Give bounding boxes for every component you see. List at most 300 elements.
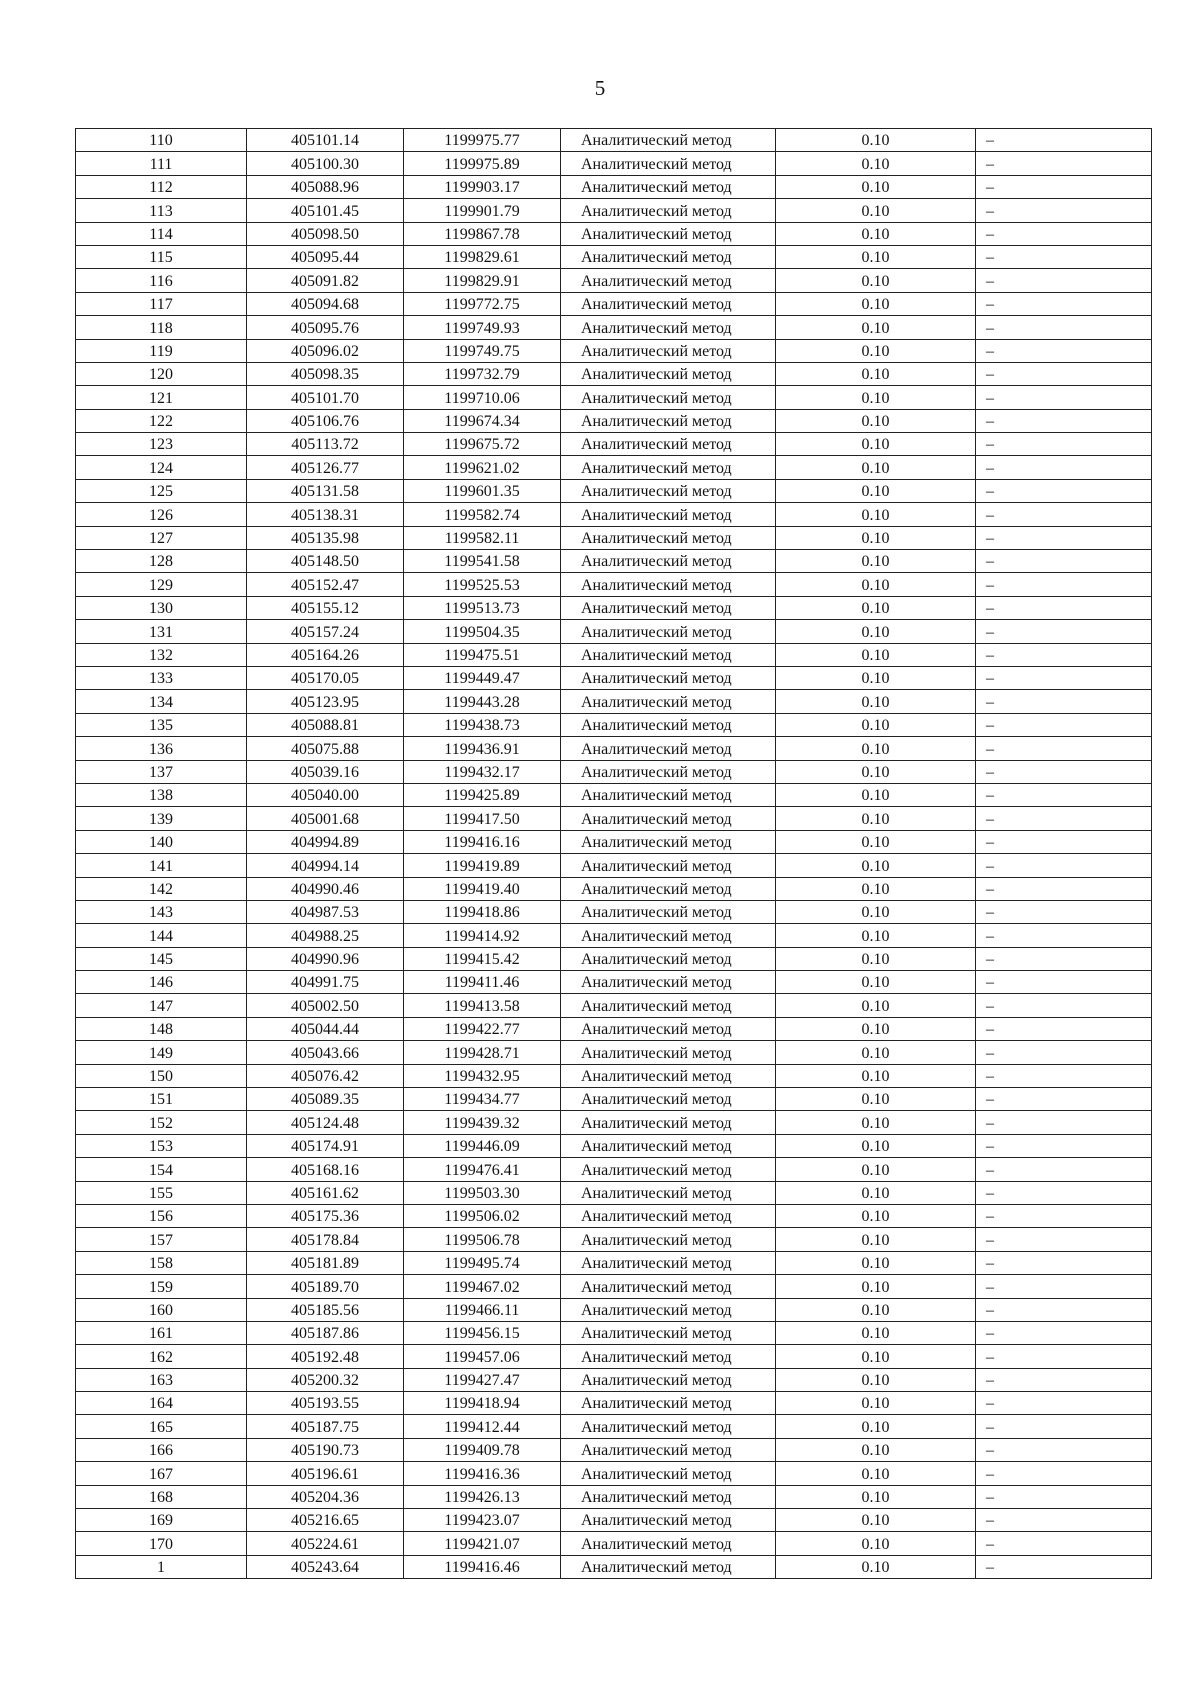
cell-point-number: 159 [76,1275,247,1298]
cell-note: – [976,1462,1152,1485]
cell-point-number: 122 [76,409,247,432]
cell-accuracy: 0.10 [776,550,976,573]
cell-accuracy: 0.10 [776,1345,976,1368]
cell-note: – [976,1204,1152,1227]
cell-coord-x: 405192.48 [247,1345,404,1368]
cell-coord-y: 1199446.09 [404,1134,561,1157]
cell-coord-y: 1199621.02 [404,456,561,479]
cell-note: – [976,877,1152,900]
cell-coord-x: 405243.64 [247,1555,404,1578]
table-row [76,994,1152,1017]
cell-method: Аналитический метод [561,1392,776,1415]
cell-point-number: 165 [76,1415,247,1438]
table-row [76,1345,1152,1368]
cell-accuracy: 0.10 [776,760,976,783]
cell-coord-y: 1199412.44 [404,1415,561,1438]
cell-note: – [976,526,1152,549]
cell-method: Аналитический метод [561,1088,776,1111]
cell-accuracy: 0.10 [776,1298,976,1321]
cell-point-number: 137 [76,760,247,783]
table-row [76,643,1152,666]
cell-note: – [976,713,1152,736]
cell-coord-y: 1199413.58 [404,994,561,1017]
cell-method: Аналитический метод [561,152,776,175]
cell-coord-y: 1199418.86 [404,900,561,923]
cell-point-number: 132 [76,643,247,666]
cell-point-number: 124 [76,456,247,479]
cell-method: Аналитический метод [561,1532,776,1555]
cell-point-number: 154 [76,1158,247,1181]
cell-point-number: 156 [76,1204,247,1227]
cell-accuracy: 0.10 [776,643,976,666]
cell-accuracy: 0.10 [776,854,976,877]
cell-coord-y: 1199710.06 [404,386,561,409]
cell-method: Аналитический метод [561,596,776,619]
table-row [76,900,1152,923]
cell-method: Аналитический метод [561,1485,776,1508]
cell-coord-y: 1199419.89 [404,854,561,877]
cell-coord-y: 1199675.72 [404,433,561,456]
cell-method: Аналитический метод [561,1134,776,1157]
cell-note: – [976,1088,1152,1111]
cell-point-number: 136 [76,737,247,760]
cell-accuracy: 0.10 [776,1111,976,1134]
cell-method: Аналитический метод [561,1017,776,1040]
cell-accuracy: 0.10 [776,292,976,315]
cell-note: – [976,1275,1152,1298]
cell-note: – [976,830,1152,853]
cell-point-number: 158 [76,1251,247,1274]
cell-point-number: 113 [76,199,247,222]
table-row [76,1134,1152,1157]
coordinates-table [75,128,1152,1579]
cell-point-number: 149 [76,1041,247,1064]
cell-coord-y: 1199503.30 [404,1181,561,1204]
table-row [76,1509,1152,1532]
cell-coord-y: 1199434.77 [404,1088,561,1111]
cell-coord-x: 405076.42 [247,1064,404,1087]
cell-point-number: 162 [76,1345,247,1368]
cell-point-number: 143 [76,900,247,923]
cell-coord-x: 405089.35 [247,1088,404,1111]
cell-accuracy: 0.10 [776,971,976,994]
cell-coord-y: 1199903.17 [404,175,561,198]
cell-coord-x: 405138.31 [247,503,404,526]
cell-accuracy: 0.10 [776,339,976,362]
table-row [76,1181,1152,1204]
table-row [76,666,1152,689]
cell-coord-x: 405100.30 [247,152,404,175]
cell-method: Аналитический метод [561,900,776,923]
cell-coord-x: 405075.88 [247,737,404,760]
cell-note: – [976,783,1152,806]
cell-accuracy: 0.10 [776,877,976,900]
table-row [76,854,1152,877]
cell-note: – [976,760,1152,783]
cell-method: Аналитический метод [561,994,776,1017]
cell-point-number: 130 [76,596,247,619]
cell-coord-y: 1199541.58 [404,550,561,573]
cell-point-number: 134 [76,690,247,713]
cell-point-number: 166 [76,1438,247,1461]
cell-coord-x: 405148.50 [247,550,404,573]
cell-point-number: 127 [76,526,247,549]
cell-point-number: 121 [76,386,247,409]
cell-accuracy: 0.10 [776,245,976,268]
cell-method: Аналитический метод [561,292,776,315]
cell-coord-x: 405185.56 [247,1298,404,1321]
cell-point-number: 163 [76,1368,247,1391]
coordinates-table-body [76,129,1152,1579]
cell-coord-y: 1199436.91 [404,737,561,760]
cell-point-number: 148 [76,1017,247,1040]
cell-coord-x: 405123.95 [247,690,404,713]
cell-method: Аналитический метод [561,1204,776,1227]
table-row [76,1204,1152,1227]
cell-accuracy: 0.10 [776,1392,976,1415]
table-row [76,1368,1152,1391]
cell-coord-y: 1199428.71 [404,1041,561,1064]
cell-note: – [976,316,1152,339]
cell-method: Аналитический метод [561,456,776,479]
cell-point-number: 140 [76,830,247,853]
cell-note: – [976,245,1152,268]
cell-coord-y: 1199427.47 [404,1368,561,1391]
cell-method: Аналитический метод [561,503,776,526]
cell-method: Аналитический метод [561,690,776,713]
cell-method: Аналитический метод [561,643,776,666]
cell-coord-y: 1199506.02 [404,1204,561,1227]
cell-coord-y: 1199456.15 [404,1321,561,1344]
cell-coord-x: 405204.36 [247,1485,404,1508]
cell-method: Аналитический метод [561,1298,776,1321]
cell-method: Аналитический метод [561,199,776,222]
cell-accuracy: 0.10 [776,737,976,760]
cell-point-number: 155 [76,1181,247,1204]
cell-note: – [976,1555,1152,1578]
cell-point-number: 152 [76,1111,247,1134]
cell-method: Аналитический метод [561,713,776,736]
cell-note: – [976,362,1152,385]
cell-note: – [976,1485,1152,1508]
table-row [76,152,1152,175]
cell-coord-x: 405181.89 [247,1251,404,1274]
table-row [76,1462,1152,1485]
cell-accuracy: 0.10 [776,1041,976,1064]
cell-coord-y: 1199601.35 [404,479,561,502]
cell-note: – [976,573,1152,596]
cell-accuracy: 0.10 [776,690,976,713]
table-row [76,1064,1152,1087]
cell-note: – [976,807,1152,830]
cell-method: Аналитический метод [561,129,776,152]
cell-coord-x: 405135.98 [247,526,404,549]
cell-point-number: 144 [76,924,247,947]
cell-coord-y: 1199901.79 [404,199,561,222]
cell-coord-y: 1199829.61 [404,245,561,268]
cell-coord-y: 1199414.92 [404,924,561,947]
cell-method: Аналитический метод [561,924,776,947]
cell-note: – [976,409,1152,432]
cell-note: – [976,994,1152,1017]
cell-note: – [976,1298,1152,1321]
cell-coord-y: 1199425.89 [404,783,561,806]
cell-coord-x: 405196.61 [247,1462,404,1485]
cell-coord-x: 405174.91 [247,1134,404,1157]
cell-accuracy: 0.10 [776,1064,976,1087]
cell-accuracy: 0.10 [776,807,976,830]
cell-note: – [976,479,1152,502]
table-row [76,1438,1152,1461]
cell-method: Аналитический метод [561,737,776,760]
cell-method: Аналитический метод [561,620,776,643]
cell-accuracy: 0.10 [776,1017,976,1040]
cell-accuracy: 0.10 [776,1158,976,1181]
cell-accuracy: 0.10 [776,199,976,222]
cell-coord-x: 405187.75 [247,1415,404,1438]
table-row [76,503,1152,526]
cell-method: Аналитический метод [561,1555,776,1578]
cell-method: Аналитический метод [561,550,776,573]
table-row [76,1532,1152,1555]
cell-accuracy: 0.10 [776,479,976,502]
cell-coord-y: 1199417.50 [404,807,561,830]
cell-accuracy: 0.10 [776,503,976,526]
cell-coord-y: 1199443.28 [404,690,561,713]
cell-coord-x: 405088.81 [247,713,404,736]
cell-note: – [976,690,1152,713]
cell-method: Аналитический метод [561,245,776,268]
cell-note: – [976,1415,1152,1438]
cell-method: Аналитический метод [561,760,776,783]
cell-coord-y: 1199416.46 [404,1555,561,1578]
table-row [76,947,1152,970]
cell-method: Аналитический метод [561,1064,776,1087]
table-row [76,1321,1152,1344]
cell-coord-y: 1199439.32 [404,1111,561,1134]
table-row [76,409,1152,432]
cell-coord-x: 405161.62 [247,1181,404,1204]
table-row [76,1088,1152,1111]
cell-note: – [976,1181,1152,1204]
cell-method: Аналитический метод [561,1111,776,1134]
table-row [76,1158,1152,1181]
cell-point-number: 168 [76,1485,247,1508]
cell-note: – [976,1134,1152,1157]
table-row [76,316,1152,339]
cell-accuracy: 0.10 [776,433,976,456]
cell-coord-x: 404990.46 [247,877,404,900]
cell-method: Аналитический метод [561,807,776,830]
cell-note: – [976,152,1152,175]
cell-point-number: 115 [76,245,247,268]
cell-coord-x: 405001.68 [247,807,404,830]
cell-coord-y: 1199467.02 [404,1275,561,1298]
cell-note: – [976,1064,1152,1087]
cell-coord-y: 1199438.73 [404,713,561,736]
cell-coord-x: 404990.96 [247,947,404,970]
cell-note: – [976,1041,1152,1064]
cell-coord-y: 1199749.75 [404,339,561,362]
table-row [76,807,1152,830]
cell-note: – [976,199,1152,222]
table-row [76,1251,1152,1274]
cell-coord-x: 405124.48 [247,1111,404,1134]
cell-accuracy: 0.10 [776,1368,976,1391]
cell-coord-y: 1199409.78 [404,1438,561,1461]
cell-accuracy: 0.10 [776,316,976,339]
cell-method: Аналитический метод [561,175,776,198]
table-row [76,830,1152,853]
cell-method: Аналитический метод [561,386,776,409]
cell-method: Аналитический метод [561,1462,776,1485]
cell-coord-y: 1199421.07 [404,1532,561,1555]
cell-method: Аналитический метод [561,573,776,596]
cell-method: Аналитический метод [561,1251,776,1274]
cell-method: Аналитический метод [561,1509,776,1532]
cell-accuracy: 0.10 [776,526,976,549]
cell-note: – [976,620,1152,643]
cell-note: – [976,643,1152,666]
cell-method: Аналитический метод [561,830,776,853]
cell-note: – [976,666,1152,689]
cell-coord-x: 404988.25 [247,924,404,947]
cell-note: – [976,129,1152,152]
cell-point-number: 112 [76,175,247,198]
cell-coord-x: 405187.86 [247,1321,404,1344]
cell-method: Аналитический метод [561,1368,776,1391]
cell-point-number: 157 [76,1228,247,1251]
cell-point-number: 114 [76,222,247,245]
cell-method: Аналитический метод [561,479,776,502]
cell-method: Аналитический метод [561,339,776,362]
cell-note: – [976,947,1152,970]
cell-note: – [976,971,1152,994]
cell-coord-x: 404991.75 [247,971,404,994]
cell-accuracy: 0.10 [776,1228,976,1251]
table-row [76,1228,1152,1251]
cell-point-number: 126 [76,503,247,526]
table-row [76,713,1152,736]
cell-coord-y: 1199495.74 [404,1251,561,1274]
cell-coord-y: 1199732.79 [404,362,561,385]
cell-coord-x: 405040.00 [247,783,404,806]
table-row [76,760,1152,783]
cell-point-number: 129 [76,573,247,596]
cell-point-number: 120 [76,362,247,385]
cell-point-number: 128 [76,550,247,573]
table-row [76,362,1152,385]
cell-coord-x: 405095.44 [247,245,404,268]
cell-coord-y: 1199426.13 [404,1485,561,1508]
cell-coord-y: 1199449.47 [404,666,561,689]
cell-method: Аналитический метод [561,783,776,806]
cell-coord-x: 405101.45 [247,199,404,222]
cell-point-number: 147 [76,994,247,1017]
cell-coord-y: 1199416.16 [404,830,561,853]
cell-note: – [976,1251,1152,1274]
cell-coord-x: 405095.76 [247,316,404,339]
table-row [76,1017,1152,1040]
table-row [76,1041,1152,1064]
cell-coord-y: 1199867.78 [404,222,561,245]
cell-accuracy: 0.10 [776,409,976,432]
cell-accuracy: 0.10 [776,783,976,806]
cell-coord-y: 1199582.11 [404,526,561,549]
cell-point-number: 146 [76,971,247,994]
cell-point-number: 111 [76,152,247,175]
table-row [76,971,1152,994]
cell-coord-x: 405098.35 [247,362,404,385]
cell-method: Аналитический метод [561,269,776,292]
cell-accuracy: 0.10 [776,386,976,409]
cell-point-number: 138 [76,783,247,806]
cell-method: Аналитический метод [561,526,776,549]
cell-coord-y: 1199582.74 [404,503,561,526]
cell-coord-x: 405002.50 [247,994,404,1017]
cell-accuracy: 0.10 [776,362,976,385]
cell-coord-y: 1199975.77 [404,129,561,152]
cell-note: – [976,222,1152,245]
cell-method: Аналитический метод [561,1438,776,1461]
cell-note: – [976,1345,1152,1368]
cell-method: Аналитический метод [561,947,776,970]
cell-point-number: 151 [76,1088,247,1111]
table-row [76,1555,1152,1578]
cell-coord-y: 1199674.34 [404,409,561,432]
table-row [76,526,1152,549]
table-row [76,783,1152,806]
cell-coord-x: 405224.61 [247,1532,404,1555]
cell-coord-y: 1199504.35 [404,620,561,643]
cell-accuracy: 0.10 [776,596,976,619]
cell-coord-x: 405175.36 [247,1204,404,1227]
cell-point-number: 139 [76,807,247,830]
cell-coord-y: 1199416.36 [404,1462,561,1485]
cell-note: – [976,900,1152,923]
page-number: 5 [594,76,606,100]
cell-point-number: 142 [76,877,247,900]
cell-note: – [976,503,1152,526]
cell-note: – [976,433,1152,456]
cell-coord-y: 1199829.91 [404,269,561,292]
cell-accuracy: 0.10 [776,1321,976,1344]
cell-coord-y: 1199457.06 [404,1345,561,1368]
cell-note: – [976,737,1152,760]
cell-accuracy: 0.10 [776,573,976,596]
table-row [76,292,1152,315]
cell-accuracy: 0.10 [776,1532,976,1555]
cell-accuracy: 0.10 [776,456,976,479]
cell-coord-x: 405168.16 [247,1158,404,1181]
cell-coord-y: 1199432.95 [404,1064,561,1087]
table-row [76,1111,1152,1134]
cell-accuracy: 0.10 [776,1485,976,1508]
cell-point-number: 125 [76,479,247,502]
cell-accuracy: 0.10 [776,1438,976,1461]
cell-coord-x: 404994.89 [247,830,404,853]
cell-coord-x: 404994.14 [247,854,404,877]
cell-note: – [976,1392,1152,1415]
table-row [76,1485,1152,1508]
cell-method: Аналитический метод [561,433,776,456]
table-row [76,456,1152,479]
cell-coord-y: 1199513.73 [404,596,561,619]
cell-point-number: 133 [76,666,247,689]
cell-method: Аналитический метод [561,316,776,339]
cell-note: – [976,1509,1152,1532]
table-row [76,129,1152,152]
